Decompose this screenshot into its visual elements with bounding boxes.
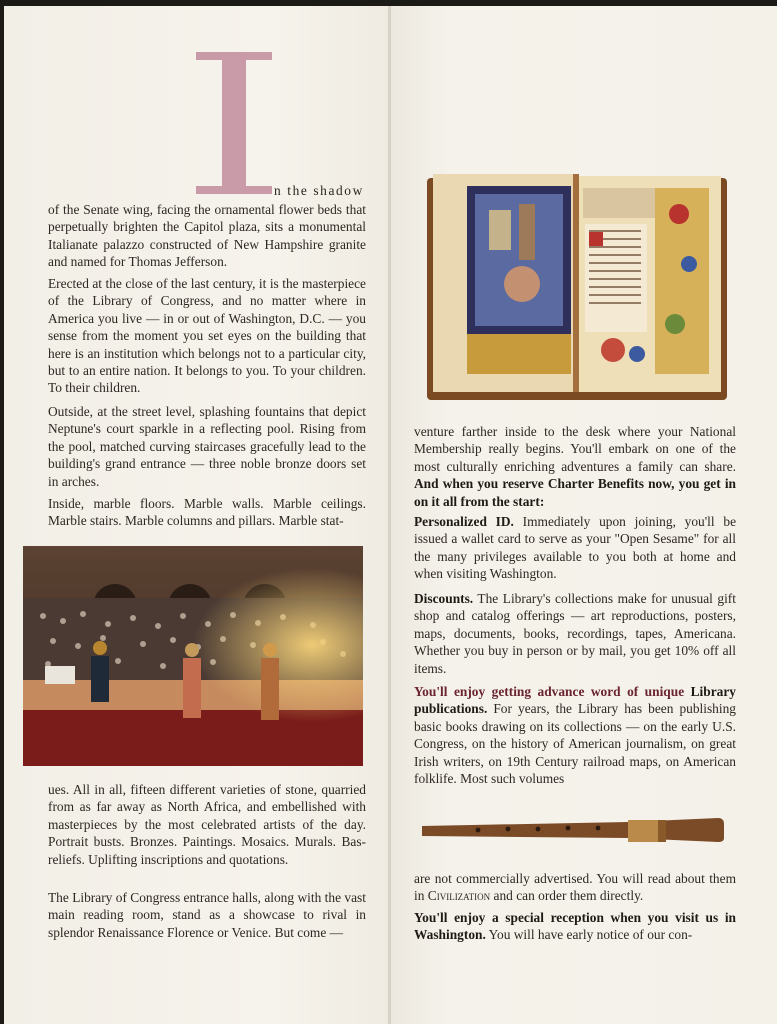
membership-text: venture farther inside to the desk where your National Membership really begins. You'll embark on one of the most culturally enriching adventures a family can share. [414, 424, 736, 474]
marble-paragraph: Inside, marble floors. Marble walls. Marble ceilings. Marble stairs. Marble columns and pillars. Marble stat- [48, 496, 366, 529]
intro-paragraph: of the Senate wing, facing the ornamental flower beds that perpetually brighten the Capitol plaza, sits a monumental Italianate palazzo constructed of New Hampshire granite and named for Thomas Jefferson. [48, 202, 366, 270]
page-fold [388, 6, 391, 1024]
reception-text: You will have early notice of our con- [485, 927, 693, 943]
civilization-title: Civilization [427, 888, 491, 904]
fountain-paragraph: Outside, at the street level, splashing fountains that depict Neptune's court sparkle in a reflecting pool. Rising from the pool, matched curving staircases gracefully lead to the building's grand entrance — three noble bronze doors set in arches. [48, 404, 366, 489]
civilization-text-1: are not commercially advertised. You will read about them in [414, 871, 736, 904]
performers-photo [23, 546, 363, 766]
halls-paragraph: The Library of Congress entrance halls, along with the vast main reading room, stand as a showcase to rival in splendor Renaissance Florence or Venice. But come — [48, 890, 366, 940]
charter-benefits-callout: And when you reserve Charter Benefits now, you get in on it all from the start: [414, 476, 736, 509]
publications-paragraph [414, 683, 736, 787]
civilization-paragraph [414, 870, 736, 905]
reception-paragraph [414, 909, 736, 944]
stone-paragraph: ues. All in all, fifteen different varieties of stone, quarried from as far away as North Africa, and embellished with masterpieces by the most celebrated artists of the day. Portrait busts. Bronzes. Paintings. Mosaics. Murals. Bas-reliefs. Uplifting inscriptions and quotations. [48, 782, 366, 867]
membership-paragraph [414, 423, 736, 510]
discounts-paragraph [414, 590, 736, 677]
publications-text: For years, the Library has been publishing basic books drawing on its collections — on the early U.S. Congress, on the history of American journalism, on great Irish writers, on 19th Century railroad maps, on American folklife. Most such volumes [414, 701, 736, 787]
discounts-text: The Library's collections make for unusual gift shop and catalog offerings — art reproductions, posters, maps, documents, books, recordings, tapes, Americana. Whether you buy in person or by mail, you get 10% off all items. [414, 591, 736, 676]
civilization-text-2: and can order them directly. [490, 888, 644, 904]
reception-heading: You'll enjoy a special reception when you visit us in Washington. [414, 910, 736, 943]
personalized-id-heading: Personalized ID. [414, 514, 514, 529]
history-paragraph: Erected at the close of the last century, it is the masterpiece of the Library of Congress, and no matter where in America you live — in or out of Washington, D.C. — you sense from the moment you set eyes on the building that here is an institution which belongs not to a particular city, but to an entire nation. It belongs to you. To your children. To their children. [48, 276, 366, 396]
drop-cap [196, 52, 272, 194]
discounts-heading: Discounts. [414, 591, 474, 606]
opening-words: n the shadow [274, 183, 364, 198]
wooden-flute-image [418, 812, 728, 848]
publications-heading-line1: You'll enjoy getting advance word of unique [414, 684, 685, 699]
personalized-id-paragraph [414, 513, 736, 583]
publications-heading-line2: Library publications. [414, 684, 736, 717]
personalized-id-text: Immediately upon joining, you'll be issued a wallet card to serve as your "Open Sesame" for all the many privileges available to you both at home and when visiting Washington. [414, 514, 737, 582]
illuminated-book-image [427, 174, 727, 400]
